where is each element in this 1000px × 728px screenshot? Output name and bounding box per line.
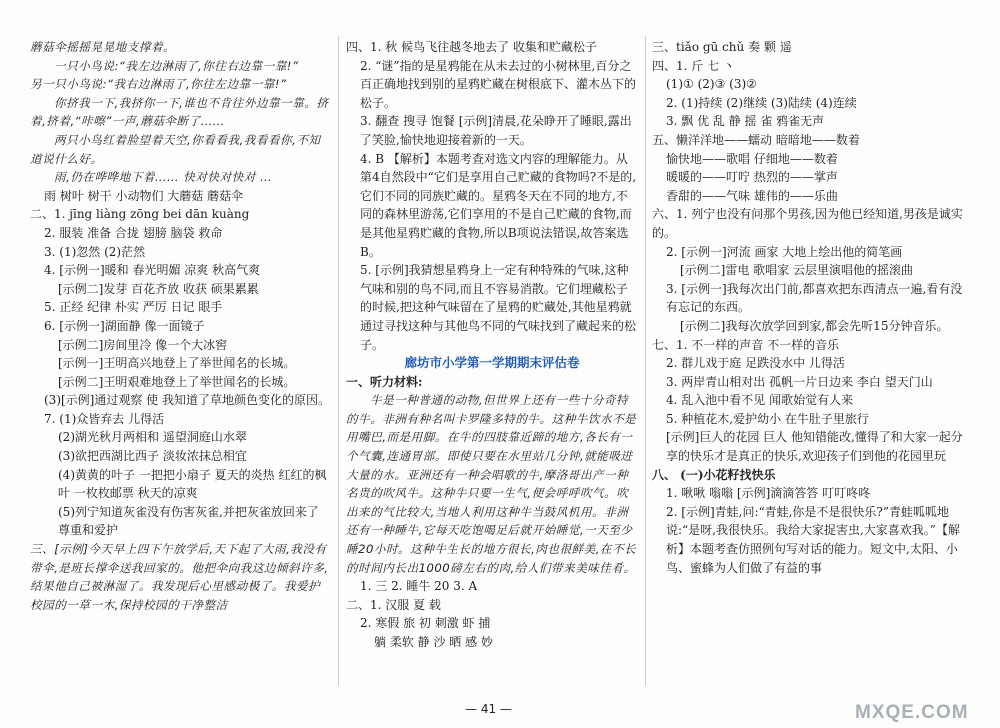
column-middle (346, 38, 638, 652)
answer-line: 四、1. 秋 候鸟飞往越冬地去了 收集和贮藏松子 (346, 40, 597, 54)
answer-line: 尊重和爱护 (58, 523, 119, 538)
answer-line: 6. [示例一]湖面静 像一面镜子 (44, 318, 205, 333)
answer-line: 1. 三 2. 睡牛 20 3. A (360, 579, 478, 594)
answer-line: 3. 翻查 搜寻 饱餐 [示例]清晨,花朵睁开了睡眼,露出了笑脸,愉快地迎接着新的一天。 (360, 114, 632, 147)
answer-line: 5. [示例]我猜想星鸦身上一定有种特殊的气味,这种气味和别的鸟不同,而且不容易消散。它们埋藏松子的时候,把这种气味留在了星鸦的贮藏处,其他星鸦就通过寻找这种与其他鸟不同的气味找到了藏起来的松子。 (360, 263, 637, 352)
answer-line: 另一只小鸟说:“我右边淋雨了,你往左边靠一靠!” (30, 77, 287, 92)
answer-line: 7. (1)众皆弃去 儿得活 (44, 411, 165, 426)
answer-line: 2. 服装 准备 合拢 翅膀 脑袋 救命 (44, 225, 223, 240)
answer-line: 4. [示例一]暖和 春光明媚 凉爽 秋高气爽 (44, 263, 261, 278)
answer-line: 二、1. 汉服 夏 载 (346, 597, 441, 612)
answer-line: 3. [示例一]我每次出门前,都喜欢把东西清点一遍,看有没有忘记的东西。 (666, 281, 963, 315)
answer-line: 4. B 【解析】本题考查对选文内容的理解能力。从第4自然段中“它们是享用自己贮藏的食物吗?不是的,它们不同的同族贮藏的。星鸦冬天在不同的地方,不同的森林里游荡,它们享用的不是自己贮藏的食物,而是其他星鸦贮藏的食物,所以B项说法错误,故答案选B。 (360, 151, 637, 259)
answer-line: 牛是一种普通的动物,但世界上还有一些十分奇特的牛。非洲有种名叫卡罗隆多特的牛。这种牛饮水不是用嘴巴,而是用脚。在牛的四肢靠近蹄的地方,各长有一个气囊,连通胃部。即使只要在水里站几分钟,就能吸进大量的水。亚洲还有一种会唱歌的牛,摩洛哥出产一种名贵的吹风牛。这种牛只要一生气,便会呼呼吹气。吹出来的气比较大,当地人利用这种牛当鼓风机用。非洲还有一种睡牛,它每天吃饱喝足后就开始睡觉,一天至少睡20小时。这种牛生长的地方很长,肉也很鲜美,在不长的时间内长出1000磅左右的肉,给人们带来美味佳肴。 (346, 393, 637, 575)
answer-line: 2. 群儿戏于庭 足跌没水中 儿得活 (666, 356, 845, 371)
answer-line: 廊坊市小学第一学期期末评估卷 (404, 355, 580, 371)
answer-line: 4. 乱入池中看不见 闻歌始觉有人来 (666, 393, 854, 408)
answer-line: (3)欲把西湖比西子 淡妆浓抹总相宜 (58, 449, 247, 464)
answer-line: 一、听力材料: (346, 374, 423, 389)
answer-line: [示例]巨人的花园 巨人 他知错能改,懂得了和大家一起分享的快乐才是真正的快乐,欢迎孩子们到他的花园里玩 (666, 430, 963, 464)
answer-line: (2)湖光秋月两相和 遥望洞庭山水翠 (58, 430, 247, 445)
answer-line: 二、1. jīng liàng zōng bei dān kuàng (30, 207, 250, 222)
page-number: — 41 — (465, 702, 512, 716)
column-left (30, 38, 330, 614)
column-divider (645, 36, 646, 686)
answer-line: 蘑菇伞摇摇晃晃地支撑着。 (30, 40, 176, 54)
answer-line: 雨 树叶 树干 小动物们 大蘑菇 蘑菇伞 (44, 188, 244, 203)
answer-line: [示例二]房间里冷 像一个大冰窖 (58, 337, 228, 352)
answer-line: (1)① (2)③ (3)② (666, 77, 757, 92)
answer-line: 香甜的——气味 雄伟的——乐曲 (666, 188, 838, 203)
answer-line: 5. 种植花木,爱护幼小 在牛肚子里旅行 (666, 411, 869, 426)
answer-line: 2. [示例]青蛙,问:“青蛙,你是不是很快乐?”青蛙呱呱地说:“是呀,我很快乐。我给大家捉害虫,大家喜欢我。”【解析】本题考查仿照例句写对话的能力。短文中,太阳、小鸟、蜜蜂为人们做了有益的事 (666, 504, 960, 575)
answer-line: 六、1. 列宁也没有问那个男孩,因为他已经知道,男孩是诚实的。 (652, 207, 963, 240)
answer-line: [示例二]我每次放学回到家,都会先听15分钟音乐。 (680, 318, 949, 333)
answer-line: 躺 柔软 静 沙 晒 感 妙 (374, 635, 493, 649)
column-right (652, 38, 974, 577)
answer-line: 四、1. 斤 七 丶 (652, 58, 735, 73)
answer-line: (5)列宁知道灰雀没有伤害灰雀,并把灰雀放回来了 (58, 504, 319, 519)
answer-line: 3. (1)忽然 (2)茫然 (44, 244, 146, 259)
watermark-logo: MXQE.COM (855, 702, 969, 723)
answer-line: [示例二]雷电 歌唱家 云层里演唱他的摇滚曲 (680, 263, 913, 278)
answer-line: 1. 啾啾 嗡嗡 [示例]滴滴答答 叮叮咚咚 (666, 486, 871, 501)
answer-line: [示例二]王明艰难地登上了举世闻名的长城。 (58, 374, 296, 389)
answer-line: 2. [示例一]河流 画家 大地上绘出他的简笔画 (666, 244, 903, 259)
answer-line: 2. (1)持续 (2)继续 (3)陆续 (4)连续 (666, 95, 857, 110)
answer-line: 一只小鸟说:“我左边淋雨了,你往右边靠一靠!” (54, 58, 299, 73)
answer-line: 七、1. 不一样的声音 不一样的音乐 (652, 337, 840, 352)
column-divider (338, 36, 339, 686)
answer-line: 八、 (一)小花籽找快乐 (652, 467, 776, 482)
answer-line: 愉快地——歌唱 仔细地——数着 (666, 151, 838, 166)
answer-line: 你挤我一下,我挤你一下,谁也不肯往外边靠一靠。挤着,挤着,“咔嚓”一声,蘑菇伞断了…… (30, 95, 329, 129)
answer-line: (3)[示例]通过观察 使 我知道了草地颜色变化的原因。 (44, 393, 330, 408)
answer-line: 三、tiǎo gū chǔ 奏 颗 遥 (652, 40, 792, 54)
answer-line: [示例一]王明高兴地登上了举世闻名的长城。 (58, 356, 296, 371)
answer-line: 雨,仍在哗哗地下着…… 快对快对快对 … (54, 170, 273, 185)
answer-line: 2. “谜”指的是星鸦能在从未去过的小树林里,百分之百正确地找到别的星鸦贮藏在树根底下、灌木丛下的松子。 (360, 58, 637, 110)
answer-line: 3. 两岸青山相对出 孤帆一片日边来 李白 望天门山 (666, 374, 933, 389)
answer-line: [示例二]发芽 百花齐放 收获 硕果累累 (58, 281, 259, 296)
answer-line: 三、[示例]今天早上四下午放学后,天下起了大雨,我没有带伞,是班长撑伞送我回家的。他把伞向我这边倾斜许多,结果他自己被淋湿了。我发现后心里感动极了。我爱护校园的一草一木,保持校园的干净整洁 (30, 542, 329, 612)
answer-line: 五、懒洋洋地——蠕动 暗暗地——数着 (652, 132, 860, 147)
answer-line: (4)黄黄的叶子 一把把小扇子 夏天的炎热 红红的枫叶 一枚枚邮票 秋天的凉爽 (58, 467, 327, 501)
answer-line: 两只小鸟红着脸望着天空,你看看我,我看看你,不知道说什么好。 (30, 132, 321, 166)
answer-line: 5. 正经 纪律 朴实 严厉 日记 眼手 (44, 300, 223, 315)
answer-line: 暖暖的——叮咛 热烈的——掌声 (666, 170, 838, 185)
answer-line: 2. 寒假 旅 初 刺激 虾 捕 (360, 616, 491, 631)
answer-line: 3. 飘 优 乱 静 摇 雀 鸦雀无声 (666, 114, 825, 129)
